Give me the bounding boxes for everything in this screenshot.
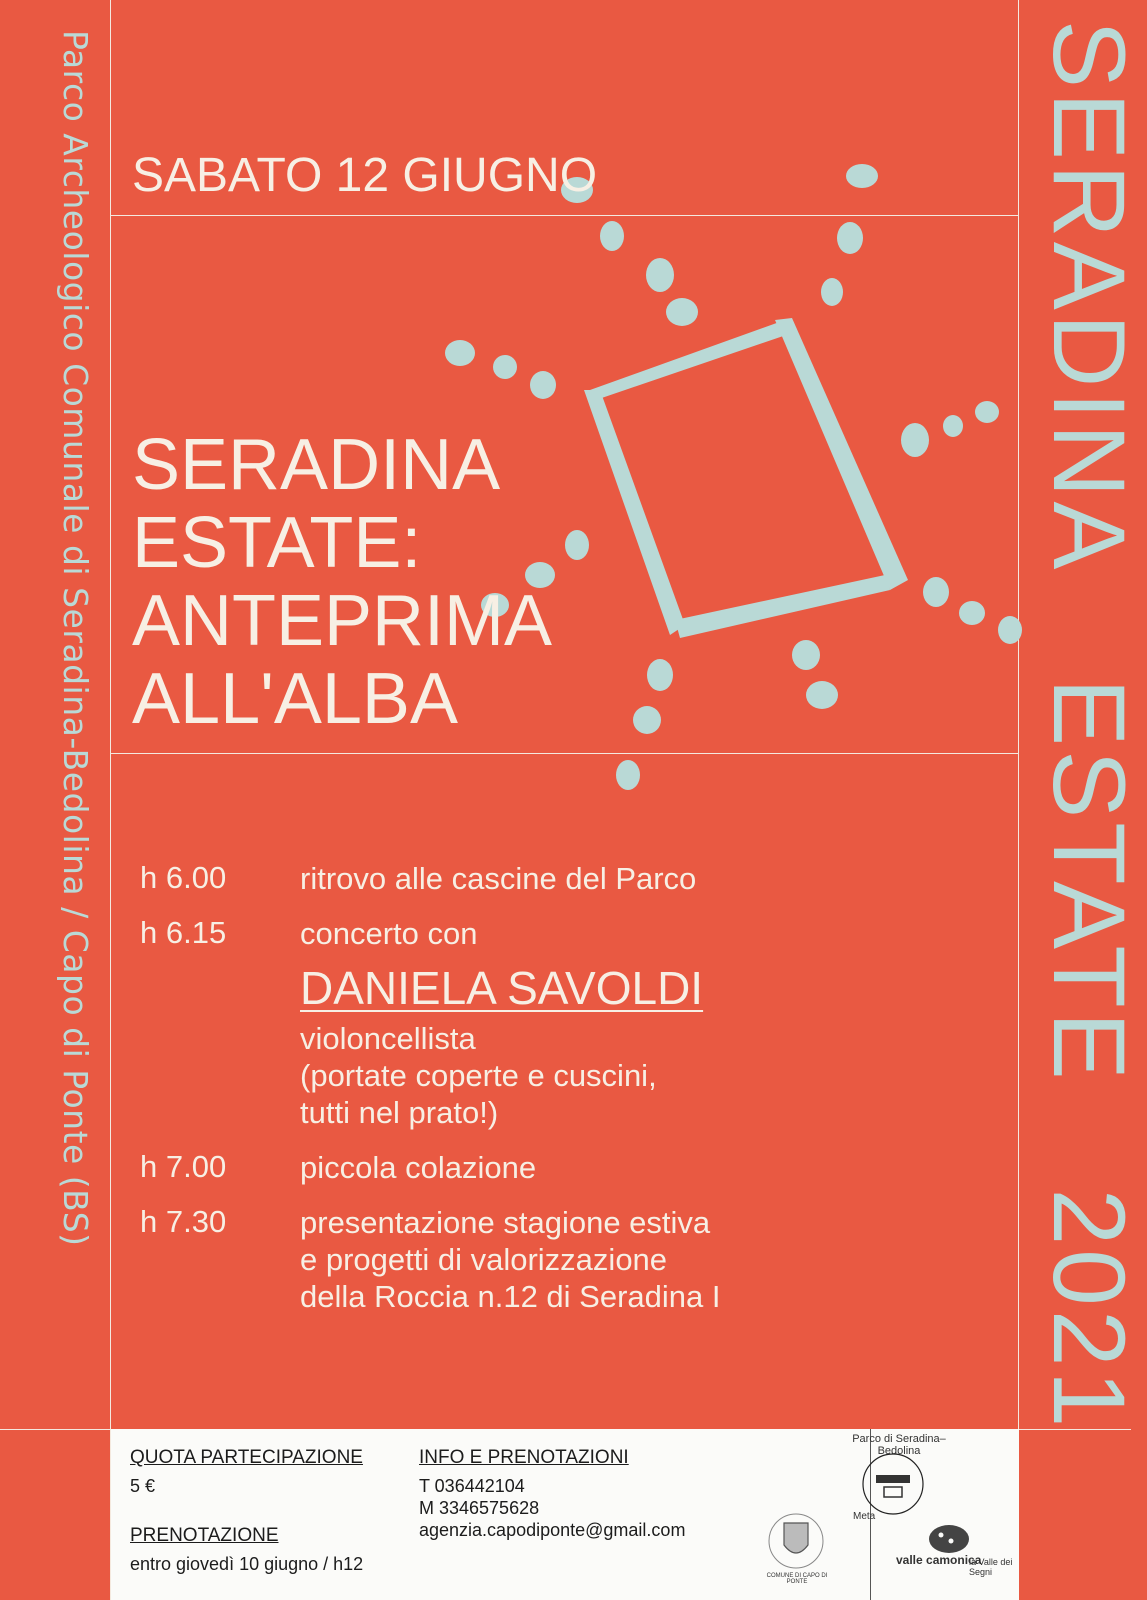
mobile-number: M 3346575628 xyxy=(419,1498,540,1518)
prenotazione-deadline: entro giovedì 10 giugno / h12 xyxy=(130,1554,364,1574)
title-line-1: SERADINA xyxy=(132,425,501,505)
schedule-line: piccola colazione xyxy=(300,1150,537,1185)
meta-logo-text: Meta xyxy=(853,1511,876,1522)
schedule-row xyxy=(140,1149,720,1186)
schedule-line: concerto con xyxy=(300,916,478,951)
prenotazione-label: PRENOTAZIONE xyxy=(130,1525,279,1546)
comune-crest-icon xyxy=(766,1511,826,1573)
schedule-description xyxy=(300,1149,536,1186)
comune-logo-text: COMUNE DI CAPO DI PONTE xyxy=(766,1573,828,1585)
frame-line-left xyxy=(110,0,111,1600)
valle-camonica-text: valle camonica xyxy=(896,1553,982,1567)
schedule-description xyxy=(300,1204,720,1315)
event-title xyxy=(132,426,552,738)
venue-vertical-text: Parco Archeologico Comunale di Seradina-Bedolina / Capo di Ponte (BS) xyxy=(56,30,95,1247)
schedule-line: ritrovo alle cascine del Parco xyxy=(300,861,697,896)
quota-value: 5 € xyxy=(130,1476,156,1496)
schedule-line: presentazione stagione estiva xyxy=(300,1205,711,1240)
valle-segni-text: la Valle dei Segni xyxy=(969,1557,1013,1577)
schedule-row xyxy=(140,860,720,897)
email-link[interactable]: agenzia.capodiponte@gmail.com xyxy=(419,1520,686,1540)
title-line-4: ALL'ALBA xyxy=(132,659,458,739)
schedule-line: tutti nel prato!) xyxy=(300,1095,499,1130)
phone-number: T 036442104 xyxy=(419,1476,525,1496)
schedule-line: violoncellista xyxy=(300,1021,476,1056)
schedule-time: h 7.00 xyxy=(140,1149,227,1184)
schedule-time: h 7.30 xyxy=(140,1204,227,1239)
schedule-time: h 6.00 xyxy=(140,860,227,895)
schedule-description xyxy=(300,915,703,1131)
schedule-row xyxy=(140,1204,720,1315)
schedule-line: e progetti di valorizzazione xyxy=(300,1242,668,1277)
info-label: INFO E PRENOTAZIONI xyxy=(419,1447,629,1468)
schedule-row xyxy=(140,915,720,1131)
quota-label: QUOTA PARTECIPAZIONE xyxy=(130,1447,363,1468)
title-line-3: ANTEPRIMA xyxy=(132,581,553,661)
event-date: SABATO 12 GIUGNO xyxy=(132,149,598,202)
schedule-line: (portate coperte e cuscini, xyxy=(300,1058,657,1093)
schedule-description xyxy=(300,860,696,897)
schedule-time: h 6.15 xyxy=(140,915,227,950)
artist-name: DANIELA SAVOLDI xyxy=(300,962,704,1014)
parco-logo-text: Parco di Seradina–Bedolina xyxy=(852,1433,946,1457)
schedule-line: della Roccia n.12 di Seradina I xyxy=(300,1279,721,1314)
banner-word-1: SERADINA xyxy=(1032,20,1146,574)
banner-year: 2021 xyxy=(1032,1188,1146,1432)
banner-word-2: ESTATE xyxy=(1032,678,1146,1084)
footer-info-panel xyxy=(111,1429,1019,1600)
title-line-2: ESTATE: xyxy=(132,503,422,583)
event-series-banner xyxy=(1030,20,1147,1431)
event-schedule xyxy=(140,860,720,1315)
